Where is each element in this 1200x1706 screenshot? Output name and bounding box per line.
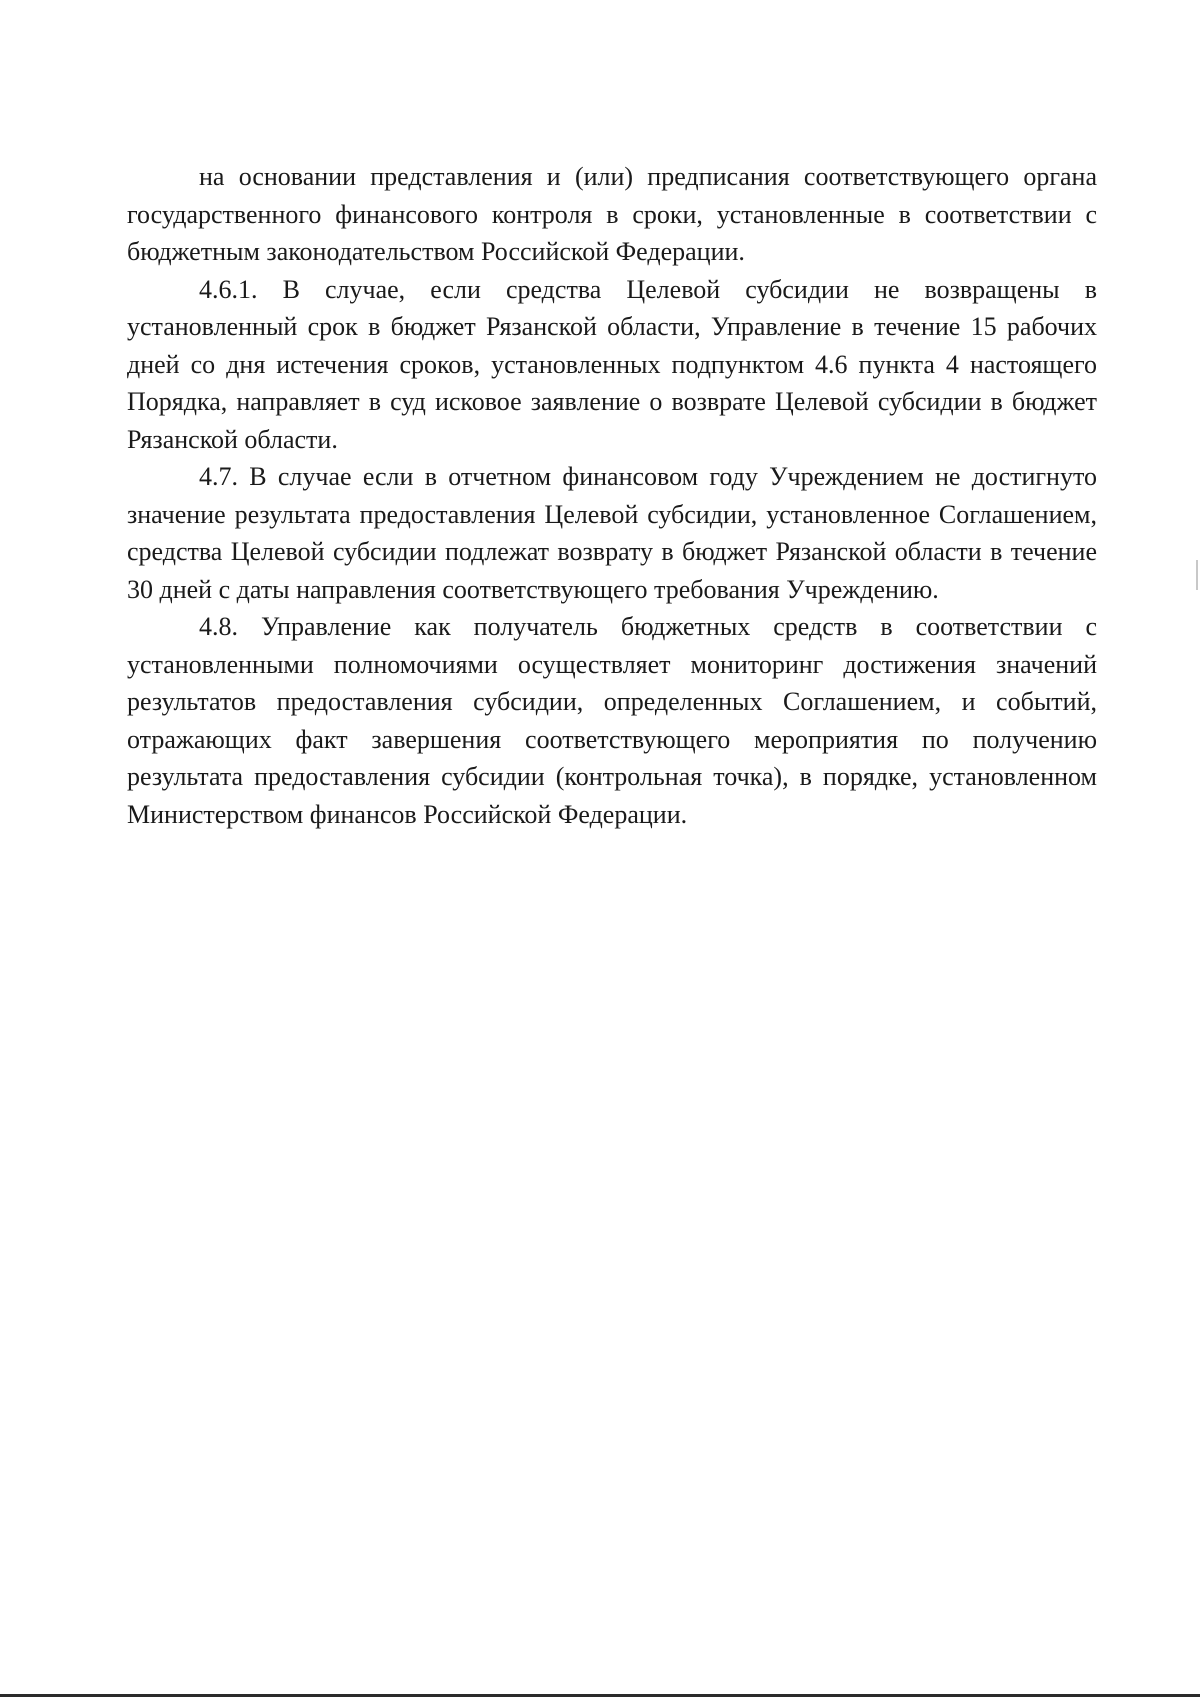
page-bottom-edge [0, 1694, 1200, 1697]
paragraph-continuation: на основании представления и (или) предписания соответствующего органа государственного финансового контроля в сроки, установленные в соответствии с бюджетным законодательством Российской Федерации. [127, 162, 1097, 266]
paragraph-4-8: 4.8. Управление как получатель бюджетных средств в соответствии с установленными полномочиями осуществляет мониторинг достижения значений результатов предоставления субсидии, определенных Соглашением, и событий, отражающих факт завершения соответствующего мероприятия по получению результата предоставления субсидии (контрольная точка), в порядке, установленном Министерством финансов Российской Федерации. [127, 612, 1097, 829]
document-body [127, 158, 1097, 833]
scan-artifact [1196, 560, 1198, 590]
paragraph-4-7: 4.7. В случае если в отчетном финансовом году Учреждением не достигнуто значение результата предоставления Целевой субсидии, установленное Соглашением, средства Целевой субсидии подлежат возврату в бюджет Рязанской области в течение 30 дней с даты направления соответствующего требования Учреждению. [127, 462, 1097, 604]
paragraph-4-6-1: 4.6.1. В случае, если средства Целевой субсидии не возвращены в установленный срок в бюджет Рязанской области, Управление в течение 15 рабочих дней со дня истечения сроков, установленных подпунктом 4.6 пункта 4 настоящего Порядка, направляет в суд исковое заявление о возврате Целевой субсидии в бюджет Рязанской области. [127, 274, 1097, 454]
